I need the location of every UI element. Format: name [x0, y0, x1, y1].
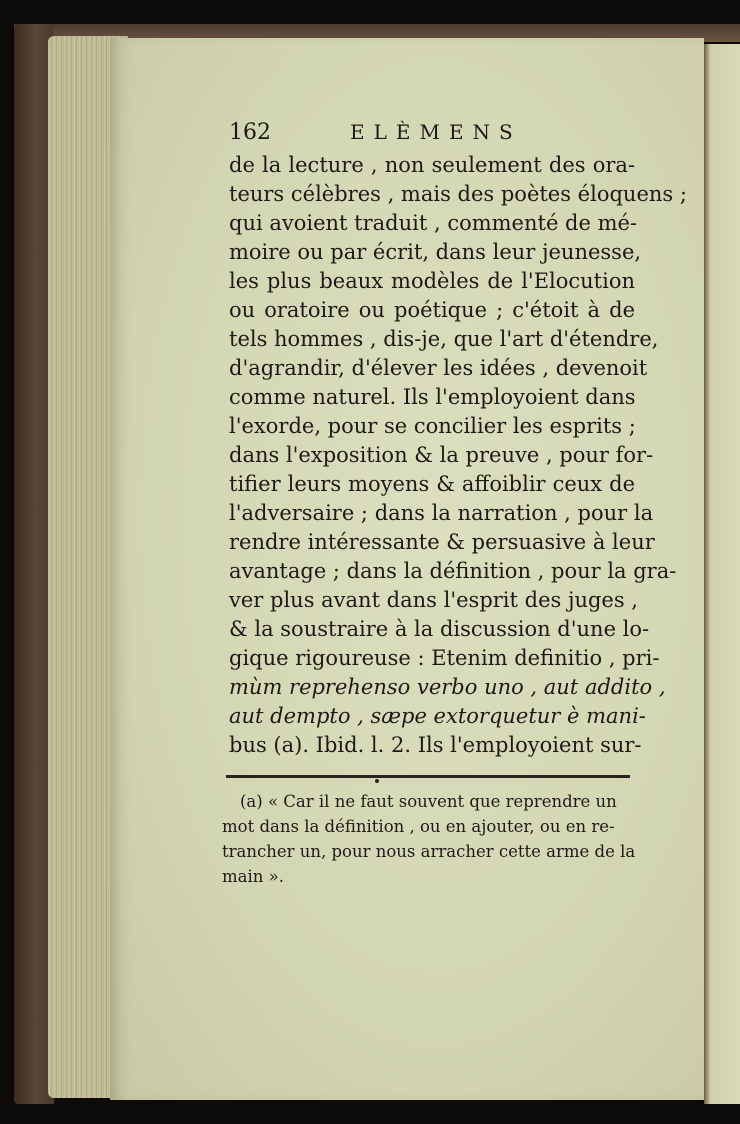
body-line: ou oratoire ou poétique ; c'étoit à de	[229, 298, 635, 322]
body-line: teurs célèbres , mais des poètes éloquens ;	[229, 182, 687, 206]
body-line: les plus beaux modèles de l'Elocution	[229, 269, 635, 293]
body-line: dans l'exposition & la preuve , pour for-	[229, 443, 654, 467]
facing-page-edge	[704, 44, 740, 1104]
body-line: l'adversaire ; dans la narration , pour la	[229, 501, 654, 525]
body-line: moire ou par écrit, dans leur jeunesse,	[229, 240, 642, 264]
body-line: de la lecture , non seulement des ora-	[229, 153, 635, 177]
body-line: aut dempto , sæpe extorquetur è mani-	[229, 704, 646, 728]
body-line: bus (a). Ibid. l. 2. Ils l'employoient sur-	[229, 733, 642, 757]
body-line: avantage ; dans la définition , pour la gra-	[229, 559, 677, 583]
body-line: mùm reprehenso verbo uno , aut addito ,	[229, 675, 666, 699]
body-line: tifier leurs moyens & affoiblir ceux de	[229, 472, 635, 496]
footnote-line: trancher un, pour nous arracher cette arme de la	[222, 842, 636, 861]
body-line: comme naturel. Ils l'employoient dans	[229, 385, 636, 409]
footnote-line: main ».	[222, 867, 284, 886]
body-line: l'exorde, pour se concilier les esprits ;	[229, 414, 636, 438]
body-line: gique rigoureuse : Etenim definitio , pri-	[229, 646, 660, 670]
running-head: ELÈMENS	[350, 120, 522, 144]
body-line: d'agrandir, d'élever les idées , devenoit	[229, 356, 648, 380]
rule-ornament	[375, 779, 379, 783]
footnote-rule	[226, 775, 630, 778]
body-line: qui avoient traduit , commenté de mé-	[229, 211, 638, 235]
footnote-line: mot dans la définition , ou en ajouter, ou en re-	[222, 817, 615, 836]
footnote-line: (a) « Car il ne faut souvent que reprendre un	[240, 792, 617, 811]
body-line: tels hommes , dis-je, que l'art d'étendre,	[229, 327, 659, 351]
body-line: & la soustraire à la discussion d'une lo-	[229, 617, 650, 641]
body-line: ver plus avant dans l'esprit des juges ,	[229, 588, 638, 612]
body-line: rendre intéressante & persuasive à leur	[229, 530, 655, 554]
page-number: 162	[229, 120, 271, 145]
